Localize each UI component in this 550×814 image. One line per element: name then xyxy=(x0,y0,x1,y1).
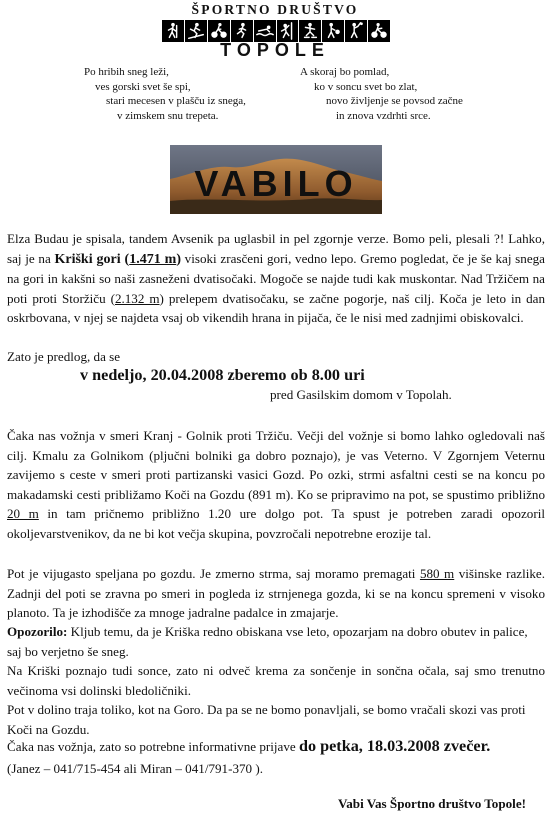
banner-title: VABILO xyxy=(194,163,358,204)
poem-line: v zimskem snu trepeta. xyxy=(117,109,219,122)
warning-label: Opozorilo: xyxy=(7,624,68,639)
signup-deadline: do petka, 18.03.2008 zvečer. xyxy=(298,737,491,755)
sport-pictogram-strip xyxy=(162,20,390,42)
closing-signature: Vabi Vas Športno društvo Topole! xyxy=(338,796,526,811)
runner-icon xyxy=(231,20,254,42)
path-text: Pot je vijugasto speljana po gozdu. Je zmerno strma, saj moramo premagati xyxy=(7,566,420,581)
swimmer-icon xyxy=(254,20,277,42)
warning-text: Kljub temu, da je Kriška redno obiskana vse leto, opozarjam na dobro obutev in palice, saj bo verjetno še sneg. xyxy=(7,624,528,659)
place-name: Kriški gori ( xyxy=(54,251,130,267)
poem-line: stari mecesen v plašču iz snega, xyxy=(106,95,246,108)
descent-distance: 20 m xyxy=(7,506,39,521)
cyclist-icon xyxy=(208,20,231,42)
club-header-top: ŠPORTNO DRUŠTVO xyxy=(191,2,359,17)
place-height: 1.471 m xyxy=(129,251,177,267)
poem-right-stanza xyxy=(300,65,463,123)
poem-line: Po hribih sneg leži, xyxy=(84,66,169,78)
warning-paragraph xyxy=(7,622,545,661)
meeting-place: pred Gasilskim domom v Topolah. xyxy=(270,387,452,402)
contacts-line: (Janez – 041/715-454 ali Miran – 041/791-370 ). xyxy=(7,761,264,776)
poem-line: in znova vzdrhti srce. xyxy=(336,109,431,122)
sun-paragraph: Na Kriški poznajo tudi sonce, zato ni odveč krema za sončenje in sončna očala, saj smo trenutno večinoma vsi dolinski bledoličniki. xyxy=(7,663,545,698)
meeting-lead: Zato je predlog, da se xyxy=(7,349,121,364)
meeting-date: v nedeljo, 20.04.2008 zberemo ob 8.00 uri xyxy=(80,366,365,384)
skater-icon xyxy=(299,20,322,42)
place-height-close: ) xyxy=(176,251,181,267)
intro-paragraph xyxy=(7,229,545,328)
path-text: višinske razlike. Zadnji del poti se zravna po smeri in pogleda iz strnjenega gozda, ki se na koncu spremeni v visoko planoto. Ta je izhodišče za mnoge jadralne padalce in zmajarje. xyxy=(7,566,546,620)
climber-icon xyxy=(277,20,300,42)
club-name: TOPOLE xyxy=(220,40,330,60)
intro-text: ) prelepem dvatisočaku, se začne pogorje, naš cilj. Koča je leto in dan oskrbovana, v njej se najdeta vsaj ob vikendih hrana in pijača, če le nisi med zadnjimi obiskovalci. xyxy=(7,290,545,325)
return-paragraph: Pot v dolino traja toliko, kot na Goro. Da pa se ne bomo ponavljali, se bomo vračali skozi vas proti Koči na Gozdu. xyxy=(7,702,526,737)
skier-icon xyxy=(185,20,208,42)
elevation-gain: 580 m xyxy=(419,566,455,581)
route-text: Čaka nas vožnja v smeri Kranj - Golnik proti Tržiču. Večji del vožnje si bomo lahko ogledovali naš cilj. Kmalu za Golnikom (pljučni bolniki ga dobro poznajo), je vas Veterno. V Zgornjem Veternu zavijemo s ceste v smeri proti partizanski vasici Gozd. Po ozki, strmi asfaltni cesti se na koncu po makadamski cesti približamo Koči na Gozdu (891 m). Ko se pripravimo na pot, se spustimo približno xyxy=(7,428,545,502)
signup-line xyxy=(7,737,490,756)
poem-line: ko v soncu svet bo zlat, xyxy=(314,80,418,93)
poem-line: A skoraj bo pomlad, xyxy=(300,66,390,78)
path-paragraph xyxy=(7,564,545,623)
signup-text: Čaka nas vožnja, zato so potrebne informativne prijave xyxy=(7,739,299,754)
route-paragraph xyxy=(7,426,545,543)
storzic-height: 2.132 m xyxy=(114,290,160,306)
poem-line: ves gorski svet še spi, xyxy=(95,80,191,93)
route-text: in tam pričnemo približno 1.20 ure dolgo pot. Ta spust je potreben zaradi opozoril okoljevarstvenikov, da ne bi kot večja skupina, povzročali nepotrebne erozije tal. xyxy=(7,506,545,541)
intro-text: Elza Budau je spisala, tandem Avsenik pa uglasbil in pel zgornje verze. Bomo peli, plesali ?! Lahko, saj je na xyxy=(7,231,545,266)
ball-icon xyxy=(322,20,345,42)
cyclist2-icon xyxy=(368,20,390,42)
poem-left-stanza xyxy=(84,65,246,123)
tennis-icon xyxy=(345,20,368,42)
hiker-icon xyxy=(162,20,185,42)
poem-line: novo življenje se povsod začne xyxy=(326,95,463,108)
intro-text: visoki zrasčeni gori, vedno lepo. Gremo pogledat, če je še kaj snega na gori in kakšni so naši zasneženi dvatisočaki. Mogoče se najde tudi kak muskontar. Nad Tržičem na poti proti Storžiču ( xyxy=(7,250,545,306)
